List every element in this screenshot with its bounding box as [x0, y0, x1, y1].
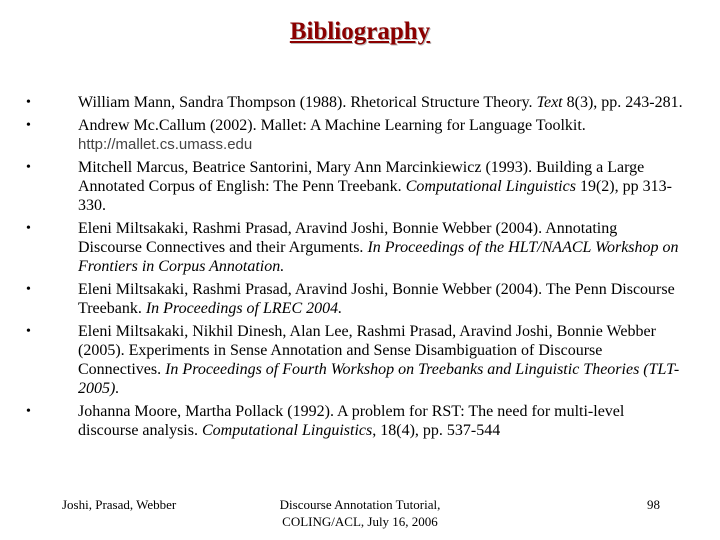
bullet-icon: • — [26, 160, 31, 175]
reference-details: 19(2), pp 313-330. — [78, 178, 672, 214]
reference-venue: In Proceedings of Fourth Workshop on Treebanks and Linguistic Theories (TLT-2005). — [78, 361, 680, 397]
page-number: 98 — [647, 497, 660, 512]
slide-title: Bibliography — [289, 18, 431, 45]
reference-authors: Andrew Mc.Callum (2002). Mallet: A Machine Learning for Language Toolkit. — [78, 117, 586, 134]
bullet-icon: • — [26, 221, 31, 236]
reference-item — [24, 158, 684, 215]
reference-item — [24, 280, 684, 318]
reference-item — [24, 322, 684, 398]
bibliography-list — [24, 93, 684, 444]
bullet-icon: • — [26, 95, 31, 110]
reference-item — [24, 93, 684, 112]
bullet-icon: • — [26, 404, 31, 419]
reference-authors: William Mann, Sandra Thompson (1988). Rhetorical Structure Theory. — [78, 94, 533, 111]
reference-authors: Mitchell Marcus, Beatrice Santorini, Mary Ann Marcinkiewicz (1993). Building a Large Annotated Corpus of English: The Penn Treebank. — [78, 159, 645, 195]
reference-authors: Johanna Moore, Martha Pollack (1992). A problem for RST: The need for multi-level discourse analysis. — [78, 403, 625, 439]
reference-item — [24, 219, 684, 276]
bullet-icon: • — [26, 282, 31, 297]
footer-authors: Joshi, Prasad, Webber — [62, 497, 177, 512]
footer-event-line1: Discourse Annotation Tutorial, — [279, 497, 441, 512]
reference-venue: Computational Linguistics — [201, 422, 373, 439]
reference-item — [24, 402, 684, 440]
reference-authors: Eleni Miltsakaki, Rashmi Prasad, Aravind Joshi, Bonnie Webber (2004). Annotating Discourse Connectives and their Arguments. — [78, 220, 618, 256]
footer-event — [240, 496, 480, 530]
reference-details: , 18(4), pp. 537-544 — [372, 422, 501, 439]
bullet-icon: • — [26, 324, 31, 339]
reference-venue: Text — [536, 94, 563, 111]
bullet-icon: • — [26, 118, 31, 133]
footer-event-line2: COLING/ACL, July 16, 2006 — [282, 514, 438, 529]
reference-venue: In Proceedings of the HLT/NAACL Workshop on Frontiers in Corpus Annotation. — [78, 239, 679, 275]
reference-venue: Computational Linguistics — [405, 178, 576, 195]
reference-item — [24, 116, 684, 154]
reference-venue: In Proceedings of LREC 2004. — [145, 300, 343, 317]
reference-authors: Eleni Miltsakaki, Rashmi Prasad, Aravind Joshi, Bonnie Webber (2004). The Penn Discourse Treebank. — [78, 281, 675, 317]
reference-details: 8(3), pp. 243-281. — [566, 94, 683, 111]
reference-authors: Eleni Miltsakaki, Nikhil Dinesh, Alan Lee, Rashmi Prasad, Aravind Joshi, Bonnie Webber (2005). Experiments in Sense Annotation and Sense Disambiguation of Discourse Connectives. — [78, 323, 656, 378]
reference-url-link[interactable]: http://mallet.cs.umass.edu — [78, 136, 253, 153]
